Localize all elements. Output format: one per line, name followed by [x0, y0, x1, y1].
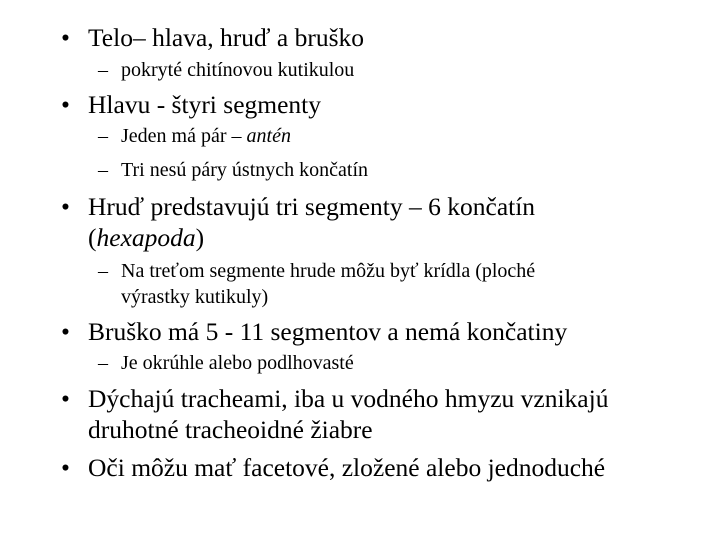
sub-dash: – [98, 159, 108, 181]
sub-text: Na treťom segmente hrude môžu byť krídla (ploché [121, 260, 536, 282]
sub-dash: – [98, 352, 108, 374]
paren-open: ( [88, 223, 97, 252]
sub-text [121, 124, 291, 148]
paren-close: ) [195, 223, 205, 252]
sub-text: pokryté chitínovou kutikulou [121, 59, 355, 81]
sub-text: Je okrúhle alebo podlhovasté [121, 352, 354, 374]
sub-text: Tri nesú páry ústnych končatín [121, 159, 369, 181]
sub-text-prefix: Jeden má pár – [121, 125, 247, 147]
bullet-dot: • [61, 23, 70, 52]
sub-dash: – [98, 125, 108, 147]
bullet-dot: • [61, 453, 70, 482]
bullet-dot: • [61, 192, 70, 221]
bullet-dot: • [61, 317, 70, 346]
bullet-text: Dýchajú tracheami, iba u vodného hmyzu vznikajú [88, 384, 609, 413]
bullet-text: Bruško má 5 - 11 segmentov a nemá končatiny [88, 317, 568, 346]
term-emphasis: hexapoda [96, 223, 196, 252]
sub-text-emphasis: antén [246, 125, 291, 147]
sub-dash: – [98, 260, 108, 282]
sub-dash: – [98, 59, 108, 81]
sub-text-continuation: výrastky kutikuly) [121, 286, 269, 308]
bullet-text: Hruď predstavujú tri segmenty – 6 končatín [88, 192, 536, 221]
bullet-dot: • [61, 384, 70, 413]
bullet-text-continuation: druhotné tracheoidné žiabre [88, 415, 373, 444]
bullet-dot: • [61, 90, 70, 119]
bullet-text: Telo– hlava, hruď a bruško [88, 23, 365, 52]
bullet-text-continuation [88, 223, 204, 253]
bullet-text: Oči môžu mať facetové, zložené alebo jednoduché [88, 453, 606, 482]
bullet-text: Hlavu - štyri segmenty [88, 90, 321, 119]
